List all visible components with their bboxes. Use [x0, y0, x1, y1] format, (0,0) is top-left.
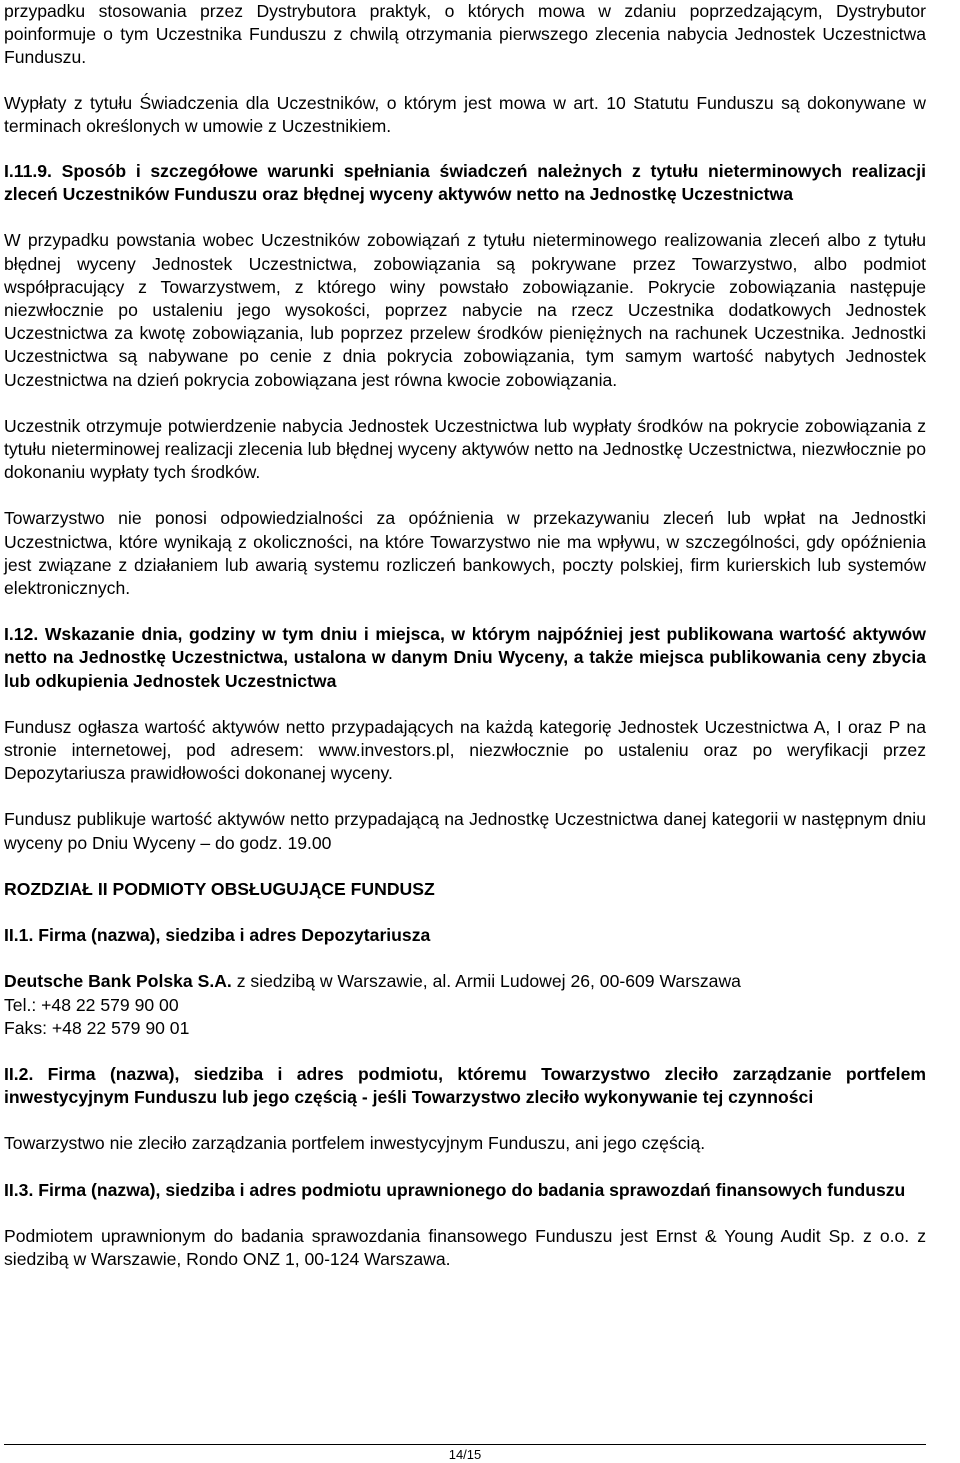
paragraph-nav-announcement: Fundusz ogłasza wartość aktywów netto przypadających na każdą kategorię Jednostek Uczestnictwa A, I oraz P na stronie internetowej, pod adresem: www.investors.pl, niezwłocznie po ustaleniu oraz po weryfikacji przez Depozytariusza prawidłowości dokonanej wyceny.	[4, 716, 926, 784]
paragraph-liability: Towarzystwo nie ponosi odpowiedzialności za opóźnienia w przekazywaniu zleceń lub wpłat na Jednostki Uczestnictwa, które wynikają z okoliczności, na które Towarzystwo nie ma wpływu, w szczególności, gdy opóźnienia jest związane z działaniem lub awarią systemu rozliczeń bankowych, poczty polskiej, firm kurierskich lub systemów elektronicznych.	[4, 508, 926, 599]
depositary-fax: Faks: +48 22 579 90 01	[4, 1017, 190, 1038]
chapter-heading-ii: ROZDZIAŁ II PODMIOTY OBSŁUGUJĄCE FUNDUSZ	[4, 878, 435, 899]
section-heading-ii-2: II.2. Firma (nazwa), siedziba i adres podmiotu, któremu Towarzystwo zleciło zarządzanie portfelem inwestycyjnym Funduszu lub jego częścią - jeśli Towarzystwo zleciło wykonywanie tej czynności	[4, 1063, 926, 1108]
depositary-address-text: z siedzibą w Warszawie, al. Armii Ludowej 26, 00-609 Warszawa	[231, 971, 741, 992]
section-heading-i-12: I.12. Wskazanie dnia, godziny w tym dniu i miejsca, w którym najpóźniej jest publikowana wartość aktywów netto na Jednostkę Uczestnictwa, ustalona w danym Dniu Wyceny, a także miejsca publikowania ceny zbycia lub odkupienia Jednostek Uczestnictwa	[4, 624, 926, 691]
paragraph-distributor-practices: przypadku stosowania przez Dystrybutora praktyk, o których mowa w zdaniu poprzedzającym, Dystrybutor poinformuje o tym Uczestnika Funduszu z chwilą otrzymania pierwszego zlecenia nabycia Jednostek Uczestnictwa Funduszu.	[4, 1, 926, 68]
depositary-address	[4, 970, 926, 993]
paragraph-confirmation: Uczestnik otrzymuje potwierdzenie nabycia Jednostek Uczestnictwa lub wypłaty środków na pokrycie zobowiązania z tytułu nieterminowej realizacji zlecenia lub błędnej wyceny aktywów netto na Jednostkę Uczestnictwa, niezwłocznie po dokonaniu wypłaty tych środków.	[4, 415, 926, 483]
paragraph-auditor: Podmiotem uprawnionym do badania sprawozdania finansowego Funduszu jest Ernst & Young Audit Sp. z o.o. z siedzibą w Warszawie, Rondo ONZ 1, 00-124 Warszawa.	[4, 1225, 926, 1269]
section-heading-ii-3: II.3. Firma (nazwa), siedziba i adres podmiotu uprawnionego do badania sprawozdań finansowych funduszu	[4, 1179, 906, 1200]
section-heading-i-11-9: I.11.9. Sposób i szczegółowe warunki spełniania świadczeń należnych z tytułu nieterminowych realizacji zleceń Uczestników Funduszu oraz błędnej wyceny aktywów netto na Jednostkę Uczestnictwa	[4, 161, 926, 205]
paragraph-portfolio-management: Towarzystwo nie zleciło zarządzania portfelem inwestycyjnym Funduszu, ani jego częścią.	[4, 1133, 706, 1154]
depositary-phone: Tel.: +48 22 579 90 00	[4, 994, 179, 1015]
section-heading-ii-1: II.1. Firma (nazwa), siedziba i adres Depozytariusza	[4, 925, 431, 946]
depositary-name: Deutsche Bank Polska S.A.	[4, 971, 232, 992]
document-page	[4, 0, 926, 1271]
footer-divider	[4, 1444, 926, 1445]
page-number: 14/15	[448, 1447, 482, 1462]
paragraph-nav-publication: Fundusz publikuje wartość aktywów netto przypadającą na Jednostkę Uczestnictwa danej kategorii w następnym dniu wyceny po Dniu Wyceny – do godz. 19.00	[4, 809, 926, 853]
paragraph-payments: Wypłaty z tytułu Świadczenia dla Uczestników, o którym jest mowa w art. 10 Statutu Funduszu są dokonywane w terminach określonych w umowie z Uczestnikiem.	[4, 92, 926, 136]
paragraph-obligations: W przypadku powstania wobec Uczestników zobowiązań z tytułu nieterminowego realizowania zleceń albo z tytułu błędnej wyceny Jednostek Uczestnictwa, zobowiązania są pokrywane przez Towarzystwo, albo podmiot współpracujący z Towarzystwem, z którego winy powstało zobowiązanie. Pokrycie zobowiązania następuje niezwłocznie po ustaleniu jego wysokości, poprzez nabycie na rzecz Uczestnika dodatkowych Jednostek Uczestnictwa za kwotę zobowiązania, lub poprzez przelew środków pieniężnych na rachunek Uczestnika. Jednostki Uczestnictwa są nabywane po cenie z dnia pokrycia zobowiązania, tym samym wartość nabytych Jednostek Uczestnictwa na dzień pokrycia zobowiązana jest równa kwocie zobowiązania.	[4, 230, 926, 390]
